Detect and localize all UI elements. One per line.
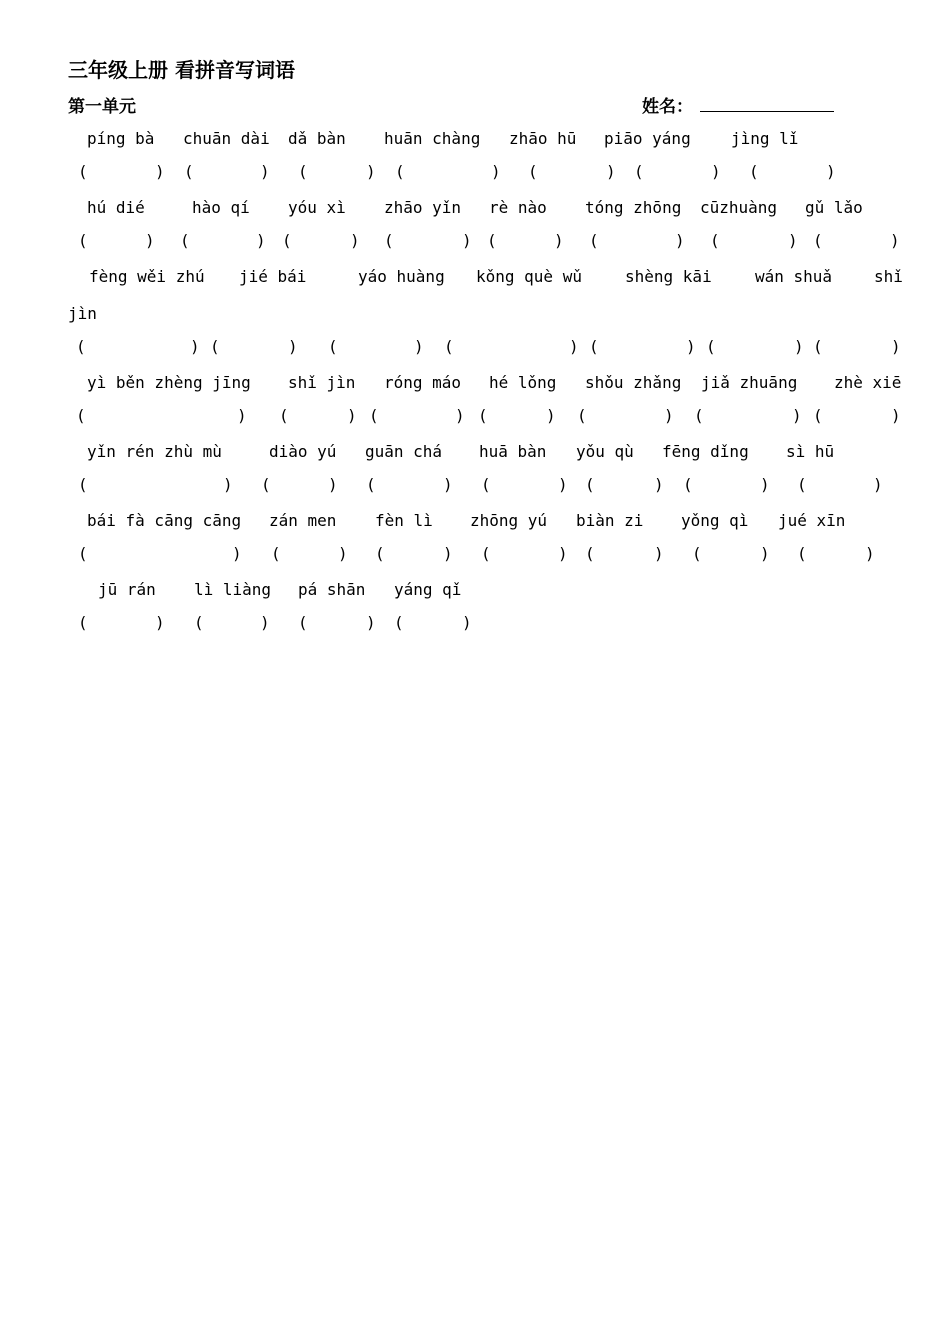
answer-paren-open[interactable]: ( [585,544,595,563]
answer-paren-close[interactable]: ) [826,162,836,181]
pinyin-word: zhāo yǐn [384,198,462,217]
answer-paren-close[interactable]: ) [462,613,472,632]
answer-paren-close[interactable]: ) [232,544,242,563]
pinyin-word: yǐn rén zhù mù [87,442,222,461]
pinyin-word: shèng kāi [625,267,712,286]
answer-paren-close[interactable]: ) [792,406,802,425]
answer-paren-open[interactable]: ( [194,613,204,632]
pinyin-word: zhāo hū [509,129,577,148]
answer-paren-close[interactable]: ) [686,337,696,356]
answer-paren-close[interactable]: ) [260,162,270,181]
answer-paren-open[interactable]: ( [180,231,190,250]
answer-paren-open[interactable]: ( [76,406,86,425]
answer-paren-open[interactable]: ( [487,231,497,250]
pinyin-word: biàn zi [576,511,644,530]
answer-paren-close[interactable]: ) [491,162,501,181]
pinyin-word: shǐ jìn [288,373,356,392]
answer-paren-open[interactable]: ( [76,337,86,356]
answer-paren-close[interactable]: ) [260,613,270,632]
answer-paren-close[interactable]: ) [366,613,376,632]
pinyin-word: gǔ lǎo [805,198,863,217]
answer-paren-close[interactable]: ) [654,475,664,494]
answer-paren-open[interactable]: ( [271,544,281,563]
answer-paren-open[interactable]: ( [634,162,644,181]
pinyin-word: jiǎ zhuāng [701,373,798,392]
answer-paren-close[interactable]: ) [414,337,424,356]
pinyin-word: zhōng yú [470,511,548,530]
answer-paren-close[interactable]: ) [760,475,770,494]
pinyin-word: huā bàn [479,442,547,461]
answer-paren-close[interactable]: ) [223,475,233,494]
answer-paren-open[interactable]: ( [585,475,595,494]
pinyin-word-continued: jìn [68,304,97,323]
pinyin-word: jū rán [98,580,156,599]
answer-paren-close[interactable]: ) [569,337,579,356]
answer-paren-open[interactable]: ( [384,231,394,250]
answer-paren-close[interactable]: ) [794,337,804,356]
answer-paren-open[interactable]: ( [706,337,716,356]
answer-paren-open[interactable]: ( [813,337,823,356]
answer-paren-close[interactable]: ) [760,544,770,563]
pinyin-word: bái fà cāng cāng [87,511,242,530]
pinyin-word: huān chàng [384,129,481,148]
answer-paren-close[interactable]: ) [873,475,883,494]
answer-paren-close[interactable]: ) [675,231,685,250]
unit-heading: 第一单元 [68,97,136,117]
answer-paren-close[interactable]: ) [155,162,165,181]
pinyin-word: wán shuǎ [755,267,833,286]
pinyin-word: hào qí [192,198,250,217]
answer-paren-close[interactable]: ) [462,231,472,250]
answer-paren-close[interactable]: ) [654,544,664,563]
answer-paren-close[interactable]: ) [328,475,338,494]
pinyin-word: yáng qǐ [394,580,462,599]
answer-paren-open[interactable]: ( [481,544,491,563]
answer-paren-close[interactable]: ) [711,162,721,181]
pinyin-word: róng máo [384,373,462,392]
answer-paren-open[interactable]: ( [395,162,405,181]
pinyin-word: jué xīn [778,511,846,530]
pinyin-word: guān chá [365,442,443,461]
answer-paren-open[interactable]: ( [444,337,454,356]
pinyin-word: píng bà [87,129,155,148]
answer-paren-close[interactable]: ) [237,406,247,425]
pinyin-word: pá shān [298,580,366,599]
name-blank-line[interactable] [700,111,834,112]
pinyin-word: yáo huàng [358,267,445,286]
answer-paren-open[interactable]: ( [279,406,289,425]
pinyin-word: cūzhuàng [700,198,778,217]
pinyin-word: diào yú [269,442,337,461]
pinyin-word: sì hū [786,442,835,461]
pinyin-word: lì liàng [194,580,272,599]
answer-paren-close[interactable]: ) [145,231,155,250]
answer-paren-open[interactable]: ( [78,231,88,250]
answer-paren-open[interactable]: ( [577,406,587,425]
answer-paren-close[interactable]: ) [558,544,568,563]
answer-paren-close[interactable]: ) [455,406,465,425]
pinyin-word: rè nào [489,198,547,217]
pinyin-word: fēng dǐng [662,442,749,461]
pinyin-word: jìng lǐ [731,129,799,148]
answer-paren-open[interactable]: ( [366,475,376,494]
pinyin-word: chuān dài [183,129,270,148]
pinyin-word: yóu xì [288,198,346,217]
answer-paren-open[interactable]: ( [694,406,704,425]
answer-paren-open[interactable]: ( [184,162,194,181]
answer-paren-open[interactable]: ( [328,337,338,356]
answer-paren-close[interactable]: ) [347,406,357,425]
pinyin-word: shǐ [874,267,903,286]
answer-paren-open[interactable]: ( [749,162,759,181]
answer-paren-open[interactable]: ( [298,162,308,181]
pinyin-word: kǒng què wǔ [476,267,582,286]
pinyin-word: fèn lì [375,511,433,530]
answer-paren-open[interactable]: ( [589,231,599,250]
answer-paren-open[interactable]: ( [710,231,720,250]
answer-paren-open[interactable]: ( [369,406,379,425]
answer-paren-close[interactable]: ) [443,544,453,563]
answer-paren-close[interactable]: ) [350,231,360,250]
pinyin-word: hú dié [87,198,145,217]
answer-paren-open[interactable]: ( [481,475,491,494]
answer-paren-close[interactable]: ) [338,544,348,563]
answer-paren-open[interactable]: ( [478,406,488,425]
answer-paren-close[interactable]: ) [190,337,200,356]
answer-paren-close[interactable]: ) [288,337,298,356]
pinyin-word: piāo yáng [604,129,691,148]
answer-paren-close[interactable]: ) [256,231,266,250]
answer-paren-open[interactable]: ( [282,231,292,250]
pinyin-word: yǒu qù [576,442,634,461]
answer-paren-open[interactable]: ( [589,337,599,356]
answer-paren-close[interactable]: ) [366,162,376,181]
answer-paren-open[interactable]: ( [210,337,220,356]
pinyin-word: tóng zhōng [585,198,682,217]
pinyin-word: yì běn zhèng jīng [87,373,251,392]
pinyin-word: fèng wěi zhú [89,267,205,286]
answer-paren-open[interactable]: ( [298,613,308,632]
pinyin-word: dǎ bàn [288,129,346,148]
answer-paren-close[interactable]: ) [554,231,564,250]
answer-paren-open[interactable]: ( [78,475,88,494]
pinyin-word: shǒu zhǎng [585,373,682,392]
answer-paren-open[interactable]: ( [813,231,823,250]
name-label: 姓名： [642,97,693,117]
pinyin-word: yǒng qì [681,511,749,530]
pinyin-word: hé lǒng [489,373,557,392]
answer-paren-close[interactable]: ) [865,544,875,563]
answer-paren-open[interactable]: ( [692,544,702,563]
answer-paren-open[interactable]: ( [813,406,823,425]
answer-paren-open[interactable]: ( [394,613,404,632]
answer-paren-close[interactable]: ) [443,475,453,494]
answer-paren-open[interactable]: ( [683,475,693,494]
answer-paren-close[interactable]: ) [664,406,674,425]
answer-paren-close[interactable]: ) [788,231,798,250]
answer-paren-close[interactable]: ) [891,337,901,356]
answer-paren-open[interactable]: ( [797,544,807,563]
answer-paren-open[interactable]: ( [78,162,88,181]
answer-paren-close[interactable]: ) [606,162,616,181]
page-title: 三年级上册 看拼音写词语 [68,58,295,82]
answer-paren-open[interactable]: ( [797,475,807,494]
answer-paren-close[interactable]: ) [546,406,556,425]
answer-paren-open[interactable]: ( [375,544,385,563]
pinyin-word: zhè xiē [834,373,902,392]
pinyin-word: zán men [269,511,337,530]
answer-paren-close[interactable]: ) [890,231,900,250]
answer-paren-close[interactable]: ) [155,613,165,632]
answer-paren-open[interactable]: ( [528,162,538,181]
answer-paren-open[interactable]: ( [261,475,271,494]
answer-paren-open[interactable]: ( [78,544,88,563]
pinyin-word: jié bái [239,267,307,286]
answer-paren-close[interactable]: ) [891,406,901,425]
answer-paren-open[interactable]: ( [78,613,88,632]
answer-paren-close[interactable]: ) [558,475,568,494]
